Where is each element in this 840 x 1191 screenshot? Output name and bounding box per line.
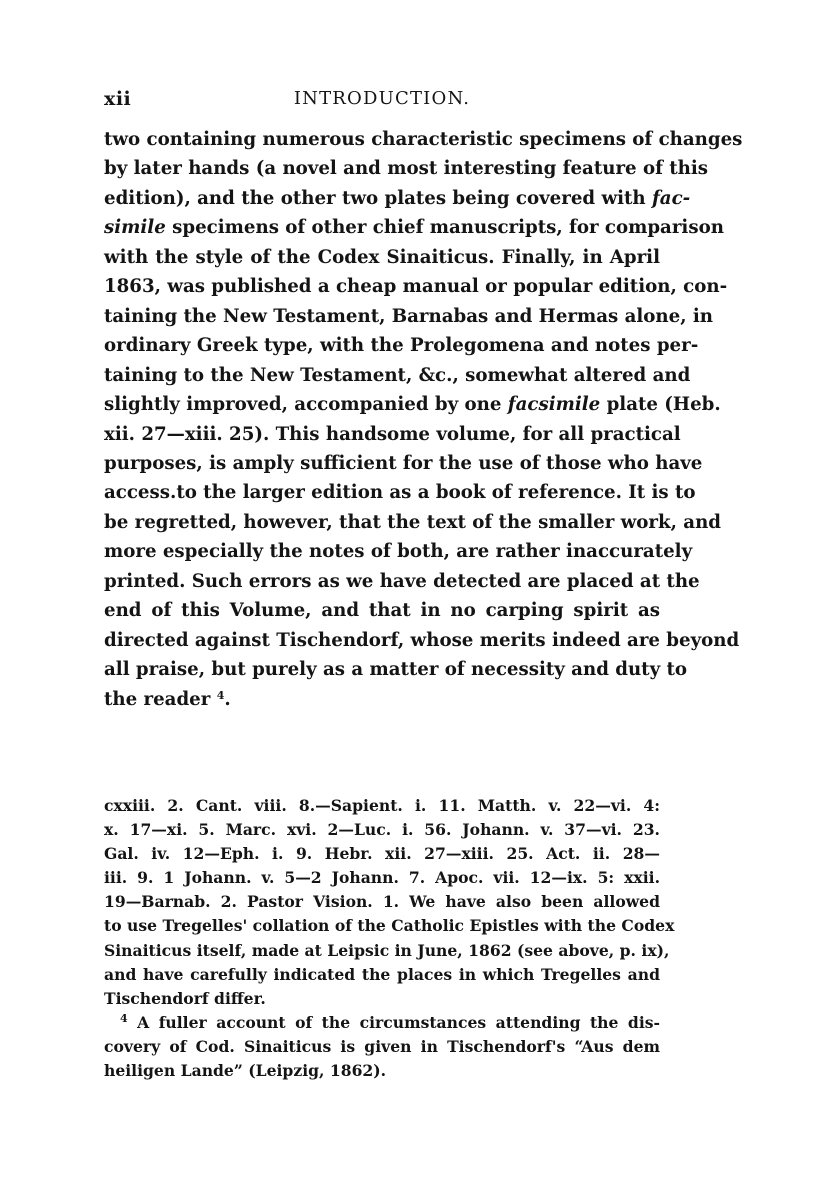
body-line-text: plate (Heb. bbox=[606, 394, 721, 416]
body-line: 1863, was published a cheap manual or popular edition, con- bbox=[104, 276, 728, 298]
body-line: be regretted, however, that the text of the smaller work, and bbox=[104, 511, 722, 533]
footnote-4-marker: 4 bbox=[120, 1011, 128, 1025]
body-line: purposes, is amply sufficient for the use of those who have bbox=[104, 452, 703, 474]
body-line: all praise, but purely as a matter of necessity and duty to bbox=[104, 659, 688, 681]
footnote-4-line: heiligen Lande” (Leipzig, 1862). bbox=[104, 1061, 387, 1081]
body-line: two containing numerous characteristic specimens of changes bbox=[104, 129, 743, 150]
footnote-4-text: A fuller account of the circumstances attending the dis- bbox=[137, 1012, 660, 1032]
body-line: xii. 27—xiii. 25). This handsome volume, for all practical bbox=[104, 423, 681, 445]
body-line bbox=[104, 685, 660, 714]
footnote-line: and have carefully indicated the places in which Tregelles and bbox=[104, 964, 660, 984]
italic-simile: simile bbox=[104, 217, 166, 239]
italic-facsimile: facsimile bbox=[507, 394, 601, 416]
body-line: more especially the notes of both, are rather inaccurately bbox=[104, 541, 693, 563]
footnote-line: cxxiii. 2. Cant. viii. 8.—Sapient. i. 11. Matth. v. 22—vi. 4: bbox=[104, 796, 660, 815]
body-line-text: slightly improved, accompanied by one bbox=[104, 394, 502, 416]
body-line bbox=[104, 390, 721, 419]
footnote-line: Gal. iv. 12—Eph. i. 9. Hebr. xii. 27—xiii. 25. Act. ii. 28— bbox=[104, 844, 660, 864]
body-line bbox=[104, 213, 724, 242]
body-line bbox=[104, 184, 691, 213]
body-line: by later hands (a novel and most interesting feature of this bbox=[104, 158, 709, 180]
body-line-text: the reader bbox=[104, 688, 211, 710]
body-line: access.to the larger edition as a book of reference. It is to bbox=[104, 482, 696, 504]
running-head: INTRODUCTION. bbox=[293, 88, 471, 109]
footnote-line: x. 17—xi. 5. Marc. xvi. 2—Luc. i. 56. Johann. v. 37—vi. 23. bbox=[104, 820, 660, 840]
body-line: printed. Such errors as we have detected are placed at the bbox=[104, 570, 700, 592]
body-line: end of this Volume, and that in no carping spirit as bbox=[104, 600, 660, 622]
page-number: xii bbox=[104, 88, 132, 110]
footnote-line: to use Tregelles' collation of the Catholic Epistles with the Codex bbox=[104, 916, 675, 936]
body-line: ordinary Greek type, with the Prolegomena and notes per- bbox=[104, 335, 699, 357]
footnote-line: Tischendorf differ. bbox=[104, 988, 266, 1008]
body-line: directed against Tischendorf, whose merits indeed are beyond bbox=[104, 629, 740, 651]
body-line-text: edition), and the other two plates being covered with bbox=[104, 187, 646, 209]
body-line: with the style of the Codex Sinaiticus. Finally, in April bbox=[104, 246, 660, 268]
footnote-line: 19—Barnab. 2. Pastor Vision. 1. We have also been allowed bbox=[104, 892, 660, 912]
footnote-line: iii. 9. 1 Johann. v. 5—2 Johann. 7. Apoc. vii. 12—ix. 5: xxii. bbox=[104, 868, 660, 888]
body-line: taining to the New Testament, &c., somewhat altered and bbox=[104, 364, 691, 386]
footnote-line: Sinaiticus itself, made at Leipsic in June, 1862 (see above, p. ix), bbox=[104, 940, 670, 960]
body-line-text: specimens of other chief manuscripts, for comparison bbox=[172, 217, 724, 239]
footnotes bbox=[104, 794, 675, 1083]
footnote-4-line: covery of Cod. Sinaiticus is given in Tischendorf's “Aus dem bbox=[104, 1036, 660, 1056]
italic-fac: fac- bbox=[651, 187, 691, 209]
body-line: taining the New Testament, Barnabas and Hermas alone, in bbox=[104, 305, 713, 327]
footnote-4-line bbox=[104, 1011, 660, 1035]
end-period: . bbox=[224, 688, 231, 710]
footnote-ref: 4 bbox=[216, 688, 225, 702]
body-text bbox=[104, 125, 743, 714]
page-header bbox=[104, 88, 660, 118]
